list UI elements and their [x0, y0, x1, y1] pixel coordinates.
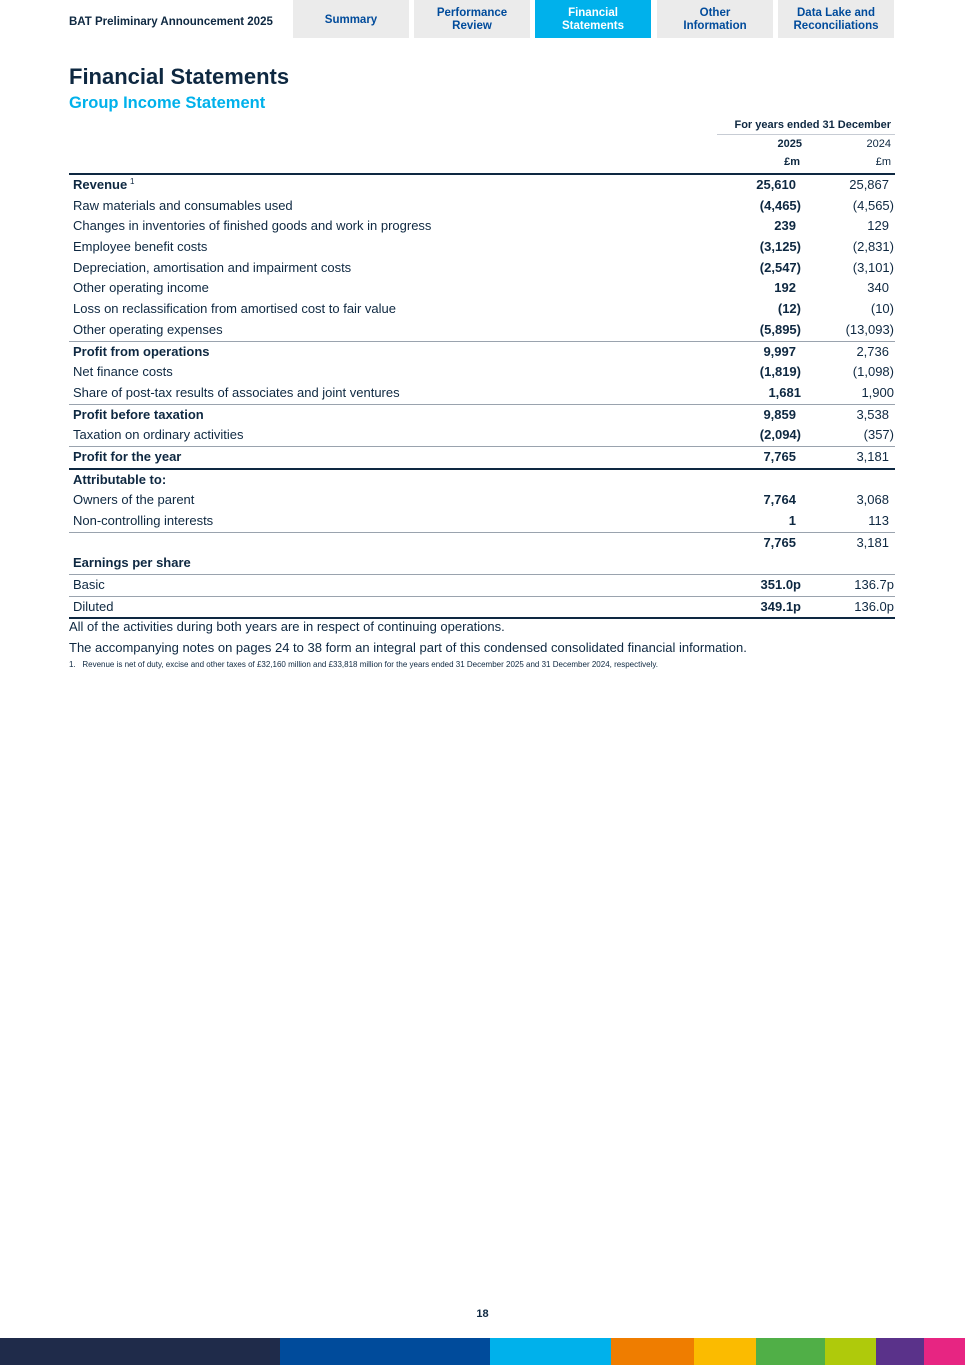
table-row: [69, 258, 895, 279]
value-2025: 351.0p: [760, 577, 801, 593]
value-2025: (3,125): [759, 239, 801, 255]
table-row: [69, 362, 895, 383]
table-row: [69, 216, 895, 237]
value-2024: (3,101): [852, 259, 894, 275]
footnote-text: Revenue is net of duty, excise and other taxes of £32,160 million and £33,818 million for the years ended 31 December 2025 and 31 December 2024, respectively.: [82, 660, 658, 669]
row-label: Depreciation, amortisation and impairment costs: [73, 259, 352, 275]
notes: [69, 617, 899, 672]
top-navigation: [0, 0, 965, 38]
year-prior: 2024: [866, 138, 891, 150]
value-2025: (2,094): [759, 427, 801, 443]
value-2025: 7,765: [763, 448, 796, 464]
table-row: [69, 404, 895, 426]
tab-performance-review[interactable]: [414, 0, 530, 38]
value-2024: 3,181: [856, 448, 889, 464]
value-2025: (1,819): [759, 364, 801, 380]
value-2024: 3,068: [856, 492, 889, 508]
table-row: [69, 196, 895, 217]
color-bar-segment: [694, 1338, 756, 1365]
footnote-number: 1.: [69, 660, 76, 669]
table-row: [69, 490, 895, 511]
table-row: [69, 511, 895, 532]
tab-financial-statements[interactable]: [535, 0, 651, 38]
value-2024: (2,831): [852, 239, 894, 255]
color-bar-segment: [876, 1338, 924, 1365]
value-2025: 192: [774, 280, 796, 296]
value-2025: 7,764: [763, 492, 796, 508]
period-header-row: [69, 118, 895, 136]
value-2024: 113: [868, 513, 889, 528]
note-continuing-operations: All of the activities during both years are in respect of continuing operations.: [69, 619, 505, 634]
row-label: Earnings per share: [73, 555, 191, 571]
color-bar-segment: [490, 1338, 611, 1365]
value-2024: 340: [867, 280, 889, 296]
value-2025: (5,895): [759, 321, 801, 337]
table-row: [69, 470, 895, 491]
color-bar-segment: [924, 1338, 965, 1365]
value-2024: 2,736: [856, 343, 889, 359]
tab-label: Other Information: [683, 7, 747, 32]
value-2024: 1,900: [861, 384, 894, 400]
footnote-marker: 1: [130, 177, 135, 186]
page-subtitle: Group Income Statement: [69, 94, 266, 112]
unit-current: £m: [784, 156, 800, 168]
row-label: Diluted: [73, 598, 114, 614]
value-2025: 7,765: [763, 534, 796, 550]
tab-label: Performance Review: [436, 7, 508, 32]
tab-summary[interactable]: [293, 0, 409, 38]
color-bar-segment: [756, 1338, 825, 1365]
table-row: [69, 553, 895, 574]
value-2024: (13,093): [845, 321, 894, 337]
value-2025: 9,997: [763, 343, 796, 359]
table-row: [69, 320, 895, 341]
row-label: Attributable to:: [73, 471, 167, 487]
value-2024: 3,181: [856, 534, 889, 550]
value-2025: (4,465): [759, 197, 801, 213]
period-label: For years ended 31 December: [717, 119, 895, 135]
tab-data-lake-reconciliations[interactable]: [778, 0, 894, 38]
row-label: Profit before taxation: [73, 406, 204, 422]
row-label: Other operating expenses: [73, 321, 223, 337]
value-2025: 349.1p: [760, 598, 801, 614]
row-label: Non-controlling interests: [73, 513, 214, 528]
row-label: Loss on reclassification from amortised cost to fair value: [73, 301, 396, 317]
income-statement-table: [69, 118, 895, 619]
value-2024: 136.0p: [854, 598, 894, 614]
tab-label: Data Lake and Reconciliations: [793, 7, 879, 32]
table-row: [69, 596, 895, 620]
page-title: Financial Statements: [69, 64, 290, 89]
value-2024: 25,867: [849, 177, 889, 192]
year-current: 2025: [777, 138, 802, 150]
table-row: [69, 175, 895, 196]
row-label: Raw materials and consumables used: [73, 197, 293, 213]
table-row: [69, 446, 895, 470]
tab-label: Financial Statements: [562, 7, 624, 32]
row-label: Profit for the year: [73, 448, 182, 464]
value-2024: 3,538: [856, 406, 889, 422]
table-row: [69, 299, 895, 320]
row-label: Revenue: [73, 177, 128, 192]
value-2025: (12): [777, 301, 801, 317]
table-row: [69, 237, 895, 258]
table-row: [69, 574, 895, 596]
row-label: Employee benefit costs: [73, 239, 208, 255]
table-body: [69, 175, 895, 619]
row-label: Basic: [73, 577, 105, 593]
page-number: 18: [476, 1308, 489, 1320]
table-row: [69, 278, 895, 299]
color-bar-segment: [0, 1338, 280, 1365]
note-accompanying-notes: The accompanying notes on pages 24 to 38 form an integral part of this condensed consolidated financial information.: [69, 639, 747, 655]
table-row: [69, 383, 895, 404]
row-label: Profit from operations: [73, 343, 210, 359]
units-header-row: [69, 154, 895, 175]
row-label: Share of post-tax results of associates and joint ventures: [73, 384, 400, 400]
table-row: [69, 425, 895, 446]
row-label: Owners of the parent: [73, 492, 195, 508]
value-2025: 9,859: [763, 406, 796, 422]
row-label: Taxation on ordinary activities: [73, 427, 244, 443]
value-2025: 1: [788, 513, 796, 528]
row-label: Changes in inventories of finished goods and work in progress: [73, 218, 432, 234]
unit-prior: £m: [875, 156, 891, 168]
brand-color-bar: [0, 1338, 965, 1365]
value-2024: 136.7p: [854, 577, 894, 593]
value-2025: 239: [774, 218, 796, 234]
value-2024: (4,565): [852, 197, 894, 213]
value-2024: 129: [867, 218, 889, 234]
table-row: [69, 532, 895, 554]
table-row: [69, 341, 895, 363]
value-2024: (10): [870, 301, 894, 317]
tab-other-information[interactable]: [657, 0, 773, 38]
value-2024: (1,098): [852, 364, 894, 380]
color-bar-segment: [280, 1338, 490, 1365]
tab-label: Summary: [324, 13, 378, 26]
brand-title: BAT Preliminary Announcement 2025: [69, 16, 273, 28]
value-2025: (2,547): [759, 259, 801, 275]
footnote: [69, 658, 899, 672]
row-label: Other operating income: [73, 280, 209, 296]
value-2025: 1,681: [768, 384, 801, 400]
row-label: Net finance costs: [73, 364, 173, 380]
value-2024: (357): [863, 427, 894, 443]
value-2025: 25,610: [756, 177, 796, 192]
year-header-row: [69, 136, 895, 154]
color-bar-segment: [611, 1338, 694, 1365]
color-bar-segment: [825, 1338, 876, 1365]
